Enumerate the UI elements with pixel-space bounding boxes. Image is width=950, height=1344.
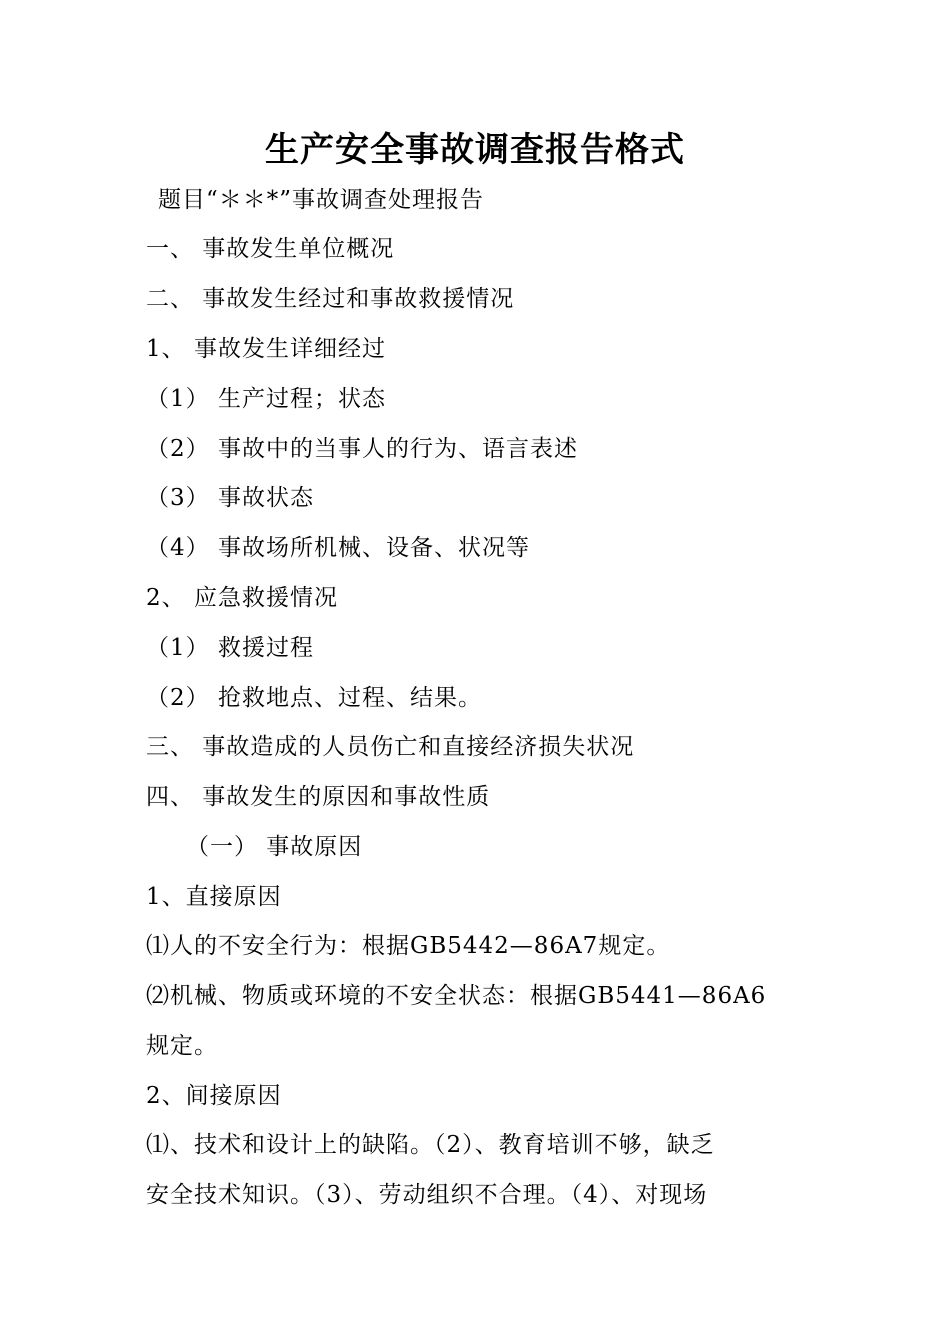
subsection-heading: 1、 事故发生详细经过 [146, 336, 386, 362]
paragraph-line: ⑴、技术和设计上的缺陷。（2）、教育培训不够，缺乏 [146, 1132, 715, 1158]
document-title: 生产安全事故调查报告格式 [265, 130, 685, 170]
section-heading-2: 二、 事故发生经过和事故救援情况 [146, 286, 515, 312]
section-heading-1: 一、 事故发生单位概况 [146, 236, 395, 262]
list-item: （3） 事故状态 [146, 485, 314, 511]
section-heading-4: 四、 事故发生的原因和事故性质 [146, 784, 491, 810]
subsection-heading: 1、直接原因 [146, 884, 282, 910]
list-item: （4） 事故场所机械、设备、状况等 [146, 535, 530, 561]
paragraph-line: ⑴人的不安全行为：根据GB5442—86A7规定。 [146, 933, 671, 959]
list-item: （2） 事故中的当事人的行为、语言表述 [146, 436, 578, 462]
report-subject-line: 题目“＊＊*”事故调查处理报告 [158, 187, 485, 213]
paragraph-line: 规定。 [146, 1033, 218, 1059]
section-heading-3: 三、 事故造成的人员伤亡和直接经济损失状况 [146, 734, 635, 760]
list-item: （2） 抢救地点、过程、结果。 [146, 685, 482, 711]
list-item: （1） 救援过程 [146, 635, 314, 661]
subsection-heading: 2、 应急救援情况 [146, 585, 338, 611]
subsection-heading: （一） 事故原因 [186, 834, 363, 860]
paragraph-line: ⑵机械、物质或环境的不安全状态：根据GB5441—86A6 [146, 983, 767, 1009]
paragraph-line: 安全技术知识。（3）、劳动组织不合理。（4）、对现场 [146, 1182, 708, 1208]
subsection-heading: 2、间接原因 [146, 1083, 282, 1109]
list-item: （1） 生产过程；状态 [146, 386, 386, 412]
